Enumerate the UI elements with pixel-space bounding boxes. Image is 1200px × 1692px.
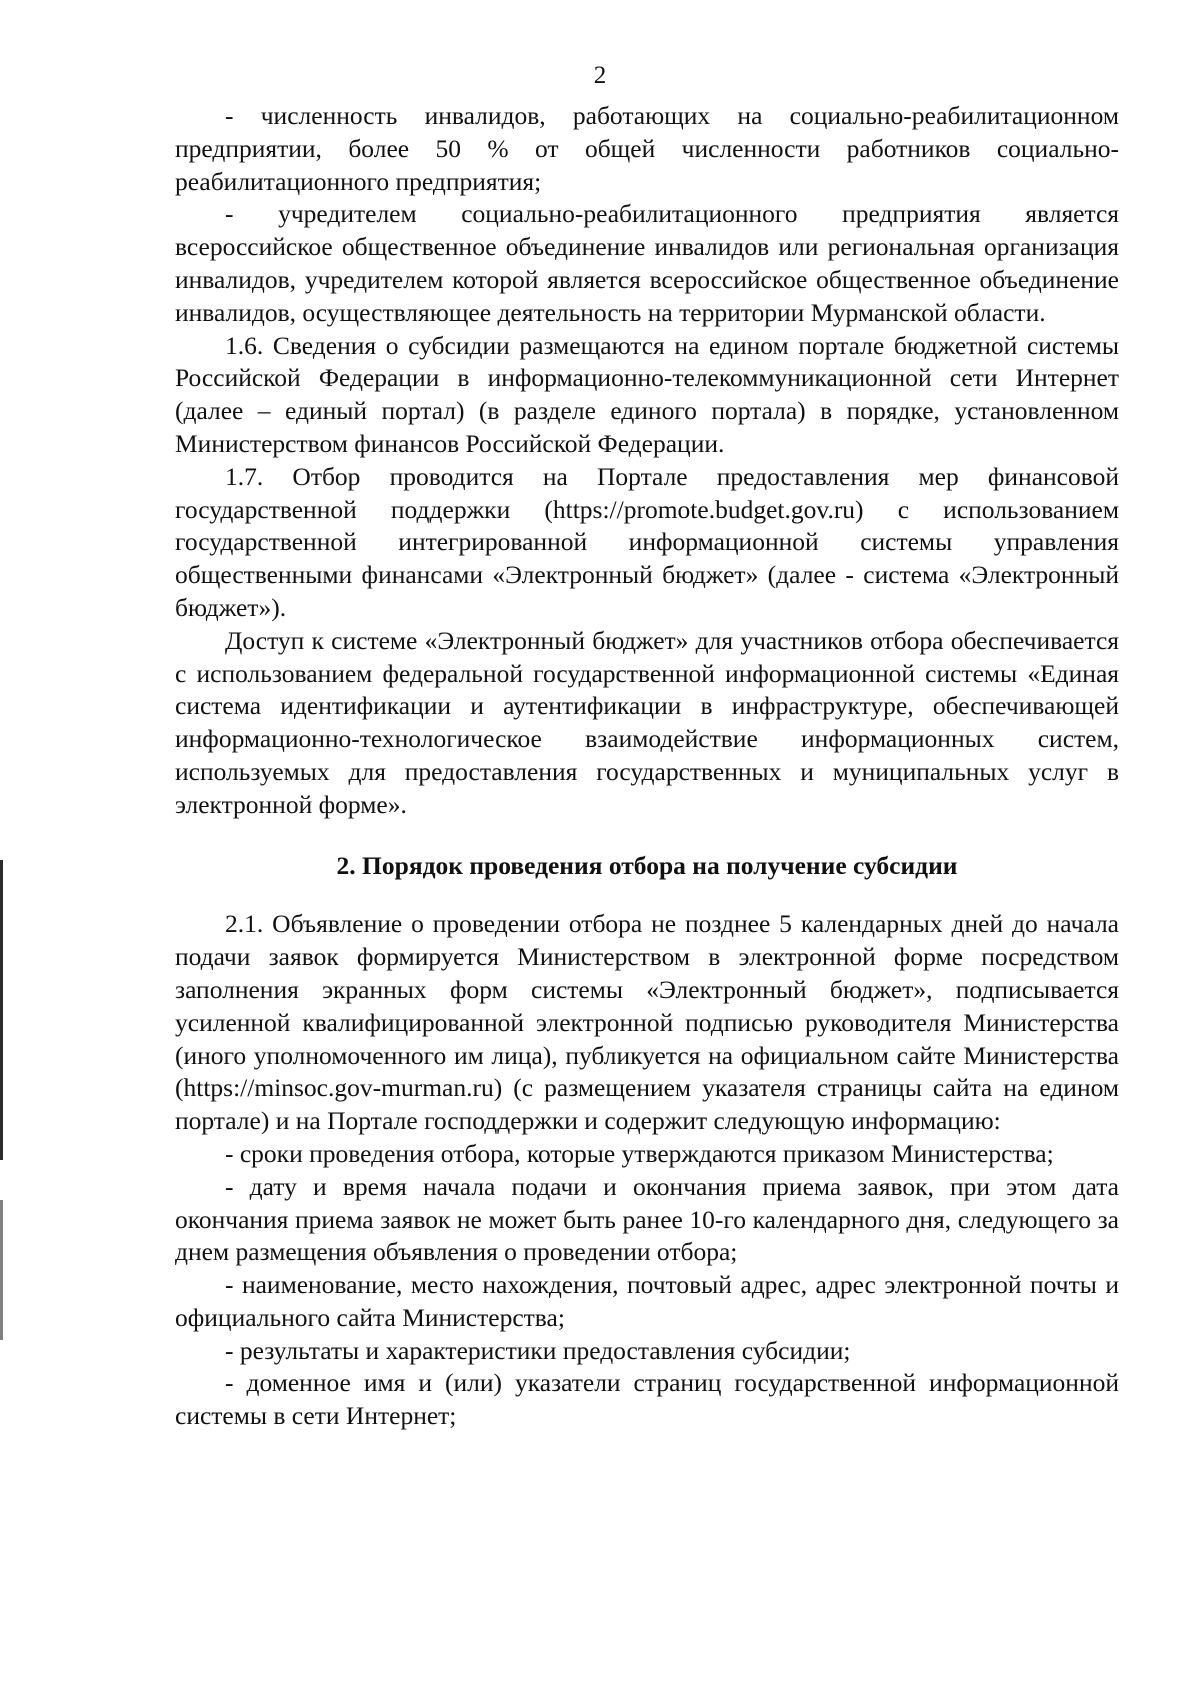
scan-edge-mark [0, 1200, 3, 1340]
paragraph-2-1: 2.1. Объявление о проведении отбора не позднее 5 календарных дней до начала подачи заявок формируется Министерством в электронной форме посредством заполнения экранных форм системы «Электронный бюджет», подписывается усиленной квалифицированной электронной подписью руководителя Министерства (иного уполномоченного им лица), публикуется на официальном сайте Министерства (https://minsoc.gov-murman.ru) (с размещением указателя страницы сайта на едином портале) и на Портале господдержки и содержит следующую информацию: [175, 909, 1119, 1136]
paragraph-founder: - учредителем социально-реабилитационного предприятия является всероссийское общественное объединение инвалидов или региональная организация инвалидов, учредителем которой является всероссийское общественное объединение инвалидов, осуществляющее деятельность на территории Мурманской области. [175, 199, 1119, 327]
list-item-selection-terms: - сроки проведения отбора, которые утверждаются приказом Министерства; [225, 1138, 1054, 1168]
list-item-application-dates: - дату и время начала подачи и окончания приема заявок, при этом дата окончания приема заявок не может быть ранее 10-го календарного дня, следующего за днем размещения объявления о проведении отбора; [175, 1171, 1119, 1267]
section-heading: 2. Порядок проведения отбора на получение субсидии [336, 850, 958, 880]
scan-edge-mark [0, 860, 3, 1160]
list-item-subsidy-results: - результаты и характеристики предоставления субсидии; [225, 1335, 851, 1365]
paragraph-1-7: 1.7. Отбор проводится на Портале предоставления мер финансовой государственной поддержки (https://promote.budget.gov.ru) с использованием государственной интегрированной информационной системы управления общественными финансами «Электронный бюджет» (далее - система «Электронный бюджет»). [175, 461, 1119, 622]
list-item-domain-name: - доменное имя и (или) указатели страниц государственной информационной системы в сети Интернет; [175, 1368, 1119, 1431]
list-item-ministry-contacts: - наименование, место нахождения, почтовый адрес, адрес электронной почты и официального сайта Министерства; [175, 1270, 1119, 1332]
paragraph-disabled-share: - численность инвалидов, работающих на социально-реабилитационном предприятии, более 50 % от общей численности работников социально-реабилитационного предприятия; [175, 101, 1119, 196]
page-number: 2 [593, 62, 607, 89]
paragraph-access: Доступ к системе «Электронный бюджет» для участников отбора обеспечивается с использованием федеральной государственной информационной системы «Единая система идентификации и аутентификации в инфраструктуре, обеспечивающей информационно-технологическое взаимодействие информационных систем, используемых для предоставления государственных и муниципальных услуг в электронной форме». [175, 625, 1119, 819]
document-body [175, 100, 1119, 1433]
paragraph-1-6: 1.6. Сведения о субсидии размещаются на едином портале бюджетной системы Российской Федерации в информационно-телекоммуникационной сети Интернет (далее – единый портал) (в разделе единого портала) в порядке, установленном Министерством финансов Российской Федерации. [175, 330, 1119, 458]
